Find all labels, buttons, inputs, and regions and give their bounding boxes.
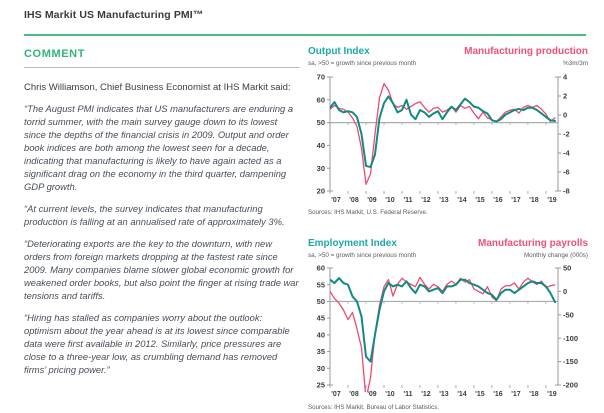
svg-text:-150: -150 [563, 357, 579, 367]
svg-text:-2: -2 [563, 129, 570, 139]
svg-text:'14: '14 [457, 391, 467, 398]
left-axis [330, 268, 333, 385]
comment-intro: Chris Williamson, Chief Business Economist at IHS Markit said: [24, 82, 291, 93]
svg-text:30: 30 [316, 363, 325, 373]
svg-text:'17: '17 [511, 197, 521, 204]
series-group [330, 277, 555, 399]
employment-index-chart [308, 238, 588, 411]
svg-text:'08: '08 [349, 197, 359, 204]
svg-text:'12: '12 [421, 197, 431, 204]
svg-text:'13: '13 [439, 391, 449, 398]
svg-text:0: 0 [563, 110, 568, 120]
output-chart-subtitle-left: sa, >50 = growth since previous month [308, 60, 417, 67]
svg-text:'09: '09 [367, 391, 377, 398]
svg-text:'13: '13 [439, 197, 449, 204]
svg-text:'18: '18 [529, 197, 539, 204]
svg-text:'16: '16 [493, 391, 503, 398]
output-chart-title-left: Output Index [308, 46, 370, 57]
svg-text:'15: '15 [475, 391, 485, 398]
svg-text:'18: '18 [529, 391, 539, 398]
svg-text:40: 40 [316, 141, 325, 150]
comment-heading: COMMENT [24, 48, 86, 60]
right-axis [555, 268, 558, 385]
output-index-line [330, 96, 555, 167]
svg-text:-50: -50 [563, 310, 574, 320]
svg-text:35: 35 [316, 347, 325, 357]
svg-text:'12: '12 [421, 391, 431, 398]
svg-text:'10: '10 [385, 391, 395, 398]
employment-chart-subtitles [308, 251, 588, 260]
output-chart-subtitle-right: %3m/3m [563, 60, 588, 67]
comment-paragraph-4: “Hiring has stalled as companies worry about the outlook: optimism about the year ahead is at its lowest since comparable data were first available in 2012. Similarly, price pressures are close to a three-year low, as crumbling demand has removed firms’ pricing power.” [24, 311, 290, 375]
svg-text:'19: '19 [547, 391, 557, 398]
svg-text:-200: -200 [563, 380, 579, 390]
svg-text:'14: '14 [457, 197, 467, 204]
svg-text:'16: '16 [493, 197, 503, 204]
svg-text:20: 20 [316, 186, 325, 196]
svg-text:25: 25 [316, 380, 325, 390]
svg-text:'11: '11 [403, 197, 413, 204]
manufacturing-production-line [330, 84, 555, 185]
svg-text:60: 60 [316, 263, 325, 273]
svg-text:0: 0 [563, 287, 568, 296]
svg-text:'15: '15 [475, 197, 485, 204]
output-index-chart [308, 46, 588, 216]
svg-text:-8: -8 [563, 186, 570, 196]
svg-text:70: 70 [316, 72, 325, 82]
svg-text:50: 50 [316, 118, 325, 128]
svg-text:4: 4 [563, 72, 568, 82]
svg-text:45: 45 [316, 313, 325, 323]
header-divider [24, 34, 586, 36]
left-axis [330, 77, 333, 191]
employment-chart-header [308, 238, 588, 250]
comment-paragraph-3: “Deteriorating exports are the key to the downturn, with new orders from foreign markets dropping at the fastest rate since 2009. Many companies blame slower global economic growth for weakened order books, but also point the finger at rising trade war tensions and tariffs. [24, 238, 299, 301]
output-chart-title-right: Manufacturing production [464, 46, 588, 57]
svg-text:-6: -6 [563, 167, 570, 177]
svg-text:-4: -4 [563, 148, 570, 158]
output-chart-subtitles [308, 59, 588, 68]
svg-text:'19: '19 [547, 197, 557, 204]
page-title: IHS Markit US Manufacturing PMI™ [24, 9, 204, 21]
svg-text:50: 50 [563, 263, 572, 273]
employment-chart-title-right: Manufacturing payrolls [477, 238, 588, 249]
employment-chart-title-left: Employment Index [308, 238, 397, 249]
employment-chart-plot [308, 263, 588, 403]
svg-text:'11: '11 [403, 391, 413, 398]
output-chart-plot [308, 71, 588, 208]
svg-text:55: 55 [316, 280, 325, 290]
svg-text:'09: '09 [367, 197, 377, 204]
svg-text:50: 50 [316, 297, 325, 307]
employment-chart-sources: Sources: IHS Markit, Bureau of Labor Statistics. [308, 404, 440, 411]
output-chart-header [308, 46, 588, 58]
comment-paragraph-2: “At current levels, the survey indicates that manufacturing production is falling at an annualised rate of approximately 3%. [24, 203, 285, 228]
employment-chart-subtitle-left: sa, >50 = growth since previous month [308, 252, 417, 259]
svg-text:'07: '07 [331, 197, 341, 204]
svg-text:'10: '10 [385, 197, 395, 204]
output-chart-sources: Sources: IHS Markit, U.S. Federal Reserve. [308, 209, 428, 216]
series-group [330, 84, 555, 185]
svg-text:60: 60 [316, 95, 325, 105]
svg-text:30: 30 [316, 163, 325, 173]
svg-text:-100: -100 [563, 333, 579, 343]
comment-section [24, 48, 300, 377]
employment-chart-subtitle-right: Monthly change (000s) [523, 252, 588, 259]
svg-text:'08: '08 [349, 391, 359, 398]
svg-text:'07: '07 [331, 391, 341, 398]
comment-paragraph-1: “The August PMI indicates that US manufacturers are enduring a torrid summer, with the main survey gauge down to its lowest since the depths of the financial crisis in 2009. Output and order book indices are both among the lowest seen for a decade, indicating that manufacturing is likely to have again acted as a significant drag on the economy in the third quarter, dampening GDP growth. [24, 103, 294, 193]
svg-text:2: 2 [563, 91, 568, 101]
svg-text:'17: '17 [511, 391, 521, 398]
svg-text:40: 40 [316, 330, 325, 340]
right-axis [555, 77, 558, 191]
comment-divider [24, 67, 300, 68]
